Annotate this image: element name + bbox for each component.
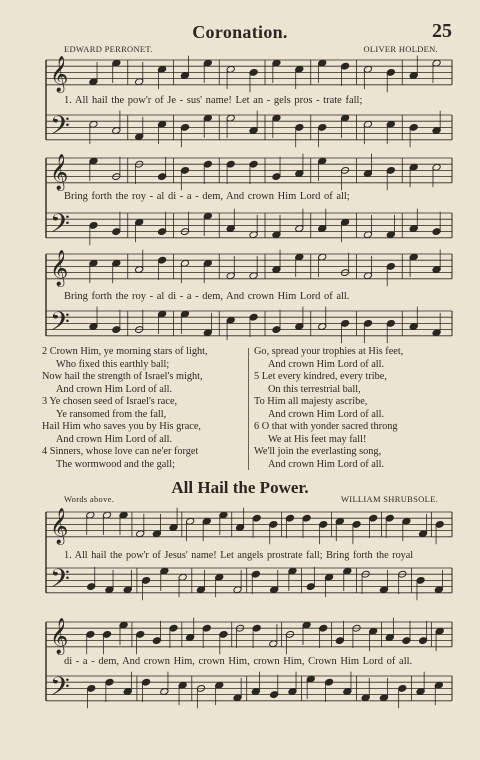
treble-clef-icon: 𝄞 bbox=[50, 507, 69, 544]
treble-clef-icon: 𝄞 bbox=[50, 617, 69, 654]
verse-line: And crown Him Lord of all. bbox=[56, 433, 173, 445]
verse-line: Who fixed this earthly ball; bbox=[56, 358, 170, 370]
verse-line: The wormwood and the gall; bbox=[56, 458, 175, 470]
verse-line: Go, spread your trophies at His feet, bbox=[254, 346, 404, 357]
lyric-line: di - a - dem, And crown Him, crown Him, crown Him, Crown Him Lord of all. bbox=[64, 656, 413, 667]
verse-line: Ye ransomed from the fall, bbox=[56, 408, 167, 420]
words-credit: Words above. bbox=[64, 494, 115, 504]
treble-clef-icon: 𝄞 bbox=[50, 55, 69, 92]
music-credit: WILLIAM SHRUBSOLE. bbox=[340, 494, 438, 504]
verse-line: 4 Sinners, whose love can ne'er forget bbox=[42, 446, 199, 457]
verse-line: And crown Him Lord of all. bbox=[268, 458, 385, 470]
bass-clef-icon: 𝄢 bbox=[50, 306, 70, 343]
verse-line: We at His feet may fall! bbox=[268, 433, 367, 445]
verse-line: 6 O that with yonder sacred throng bbox=[254, 421, 398, 432]
treble-clef-icon: 𝄞 bbox=[50, 153, 69, 190]
music-credit: OLIVER HOLDEN. bbox=[363, 44, 438, 54]
verse-line: Hail Him who saves you by His grace, bbox=[42, 421, 201, 432]
verse-line: On this terrestrial ball, bbox=[268, 383, 361, 395]
verse-line: To Him all majesty ascribe, bbox=[254, 396, 368, 407]
lyric-line: 1. All hail the pow'r of Je - sus' name! Let an - gels pros - trate fall; bbox=[64, 95, 363, 106]
verse-line: Now hail the strength of Israel's might, bbox=[42, 371, 203, 382]
verse-line: 2 Crown Him, ye morning stars of light, bbox=[42, 346, 208, 357]
lyric-line: Bring forth the roy - al di - a - dem, And crown Him Lord of all. bbox=[64, 291, 350, 302]
verse-line: 5 Let every kindred, every tribe, bbox=[254, 371, 387, 382]
bass-clef-icon: 𝄢 bbox=[50, 563, 70, 600]
verse-line: And crown Him Lord of all. bbox=[268, 408, 385, 420]
treble-clef-icon: 𝄞 bbox=[50, 249, 69, 286]
verses-left-column bbox=[42, 346, 248, 471]
verse-line: And crown Him Lord of all. bbox=[56, 383, 173, 395]
lyric-line: Bring forth the roy - al di - a - dem, And crown Him Lord of all; bbox=[64, 191, 350, 202]
verse-line: We'll join the everlasting song, bbox=[254, 446, 382, 457]
verse-line: And crown Him Lord of all. bbox=[268, 358, 385, 370]
bass-clef-icon: 𝄢 bbox=[50, 671, 70, 708]
page-number: 25 bbox=[432, 20, 452, 42]
hymn-title: All Hail the Power. bbox=[171, 478, 309, 497]
verse-line: 3 Ye chosen seed of Israel's race, bbox=[42, 396, 178, 407]
verses-block bbox=[42, 346, 452, 476]
words-credit: EDWARD PERRONET. bbox=[64, 44, 153, 54]
lyric-line: 1. All hail the pow'r of Jesus' name! Let angels prostrate fall; Bring forth the royal bbox=[64, 550, 414, 561]
bass-clef-icon: 𝄢 bbox=[50, 110, 70, 147]
bass-clef-icon: 𝄢 bbox=[50, 208, 70, 245]
verses-right-column bbox=[254, 346, 454, 471]
column-divider bbox=[248, 348, 249, 470]
hymn-title: Coronation. bbox=[192, 22, 288, 42]
